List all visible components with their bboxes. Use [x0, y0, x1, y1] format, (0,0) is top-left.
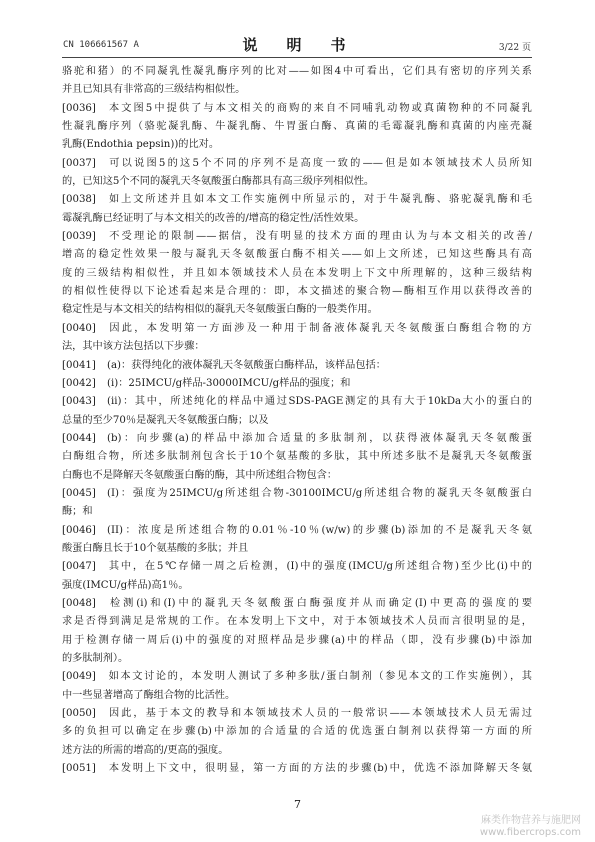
text-line [62, 668, 532, 686]
text-line [62, 485, 532, 503]
document-title: 说 明 书 [242, 36, 353, 54]
text-line [62, 558, 532, 576]
text-line [62, 375, 532, 393]
line-text: 增高的稳定性效果一般与凝乳天冬氨酸蛋白酶不相关——如上文所述，已知这些酶具有高 [62, 249, 532, 261]
text-line [62, 210, 532, 228]
publication-number: CN 106661567 A [63, 40, 139, 50]
paragraph-number: [0036] [62, 102, 96, 114]
line-text: 本文图5中提供了与本文相关的商购的来自不同哺乳动物或真菌物种的不同凝乳 [107, 102, 532, 114]
line-text: 乳酶(Endothia pepsin))的比对。 [62, 139, 220, 151]
line-text: (i)：25IMCU/g样品-30000IMCU/g样品的强度；和 [107, 377, 351, 389]
line-text: 述方法的所需的增高的/更高的强度。 [62, 744, 229, 756]
text-line [62, 357, 532, 375]
text-line [62, 650, 532, 668]
text-line [62, 320, 532, 338]
text-line [62, 595, 532, 613]
text-line [62, 430, 532, 448]
line-text: 如上文所述并且如本文工作实施例中所显示的，对于牛凝乳酶、骆驼凝乳酶和毛 [107, 194, 532, 206]
paragraph-number: [0042] [62, 377, 96, 389]
watermark-url: www.fibercrops.com [479, 827, 581, 838]
paragraph-number: [0050] [62, 708, 96, 720]
text-line [62, 301, 532, 319]
line-text: 度的三级结构相似性，并且如本领域技术人员在本发明上下文中所理解的，这种三级结构 [62, 267, 532, 279]
text-line [62, 63, 532, 81]
paragraph-number: [0046] [62, 524, 96, 536]
line-text: 骆驼和猪）的不同凝乳性凝乳酶序列的比对——如图4中可看出，它们具有密切的序列关系 [62, 66, 532, 77]
paragraph-number: [0051] [62, 763, 96, 775]
text-line [62, 467, 532, 485]
watermark [381, 815, 581, 839]
text-line [62, 760, 532, 778]
text-line [62, 283, 532, 301]
text-line [62, 723, 532, 741]
text-line [62, 687, 532, 705]
text-line [62, 503, 532, 521]
line-text: (ii)：其中，所述纯化的样品中通过SDS-PAGE测定的具有大于10kDa大小的蛋白的 [107, 396, 532, 408]
line-text: 如本文讨论的，本发明人测试了多种多肽/蛋白制剂（参见本文的工作实施例），其 [107, 671, 532, 683]
paragraph-number: [0038] [62, 194, 96, 206]
line-text: 白酶也不是降解天冬氨酸蛋白酶的酶，其中所述组合物包含： [62, 469, 338, 481]
text-line [62, 613, 532, 631]
line-text: 用于检测存储一周后(i)中的强度的对照样品是步骤(a)中的样品（即，没有步骤(b)中添加 [62, 634, 532, 646]
line-text: 因此，本发明第一方面涉及一种用于制备液体凝乳天冬氨酸蛋白酶组合物的方 [107, 322, 532, 334]
line-text: 因此，基于本文的教导和本领域技术人员的一般常识——本领域技术人员无需过 [107, 708, 532, 720]
paragraph-number: [0037] [62, 157, 96, 169]
watermark-site-name: 麻类作物营养与施肥网 [481, 815, 581, 826]
text-line [62, 742, 532, 760]
line-text: 酸蛋白酶且长于10个氨基酸的多肽；并且 [62, 542, 249, 554]
line-text: 中一些显著增高了酶组合物的比活性。 [62, 689, 236, 701]
text-line [62, 338, 532, 356]
line-text: 的，已知这5个不同的凝乳天冬氨酸蛋白酶都具有高三级序列相似性。 [62, 176, 375, 188]
line-text: 白酶组合物，所述多肽制剂包含长于10个氨基酸的多肽，其中所述多肽不是凝乳天冬氨酸蛋 [62, 451, 532, 463]
line-text: 的多肽制剂）。 [62, 653, 129, 664]
paragraph-number: [0043] [62, 396, 96, 408]
text-line [62, 577, 532, 595]
line-text: 检测(i)和(I)中的凝乳天冬氨酸蛋白酶强度并从而确定(I)中更高的强度的要 [107, 597, 532, 609]
line-text: 霉凝乳酶已经证明了与本文相关的改善的/增高的稳定性/活性效果。 [62, 212, 365, 224]
line-text: 求是否得到满足是常规的工作。在本发明上下文中，对于本领域技术人员而言很明显的是， [62, 616, 532, 628]
line-text: 本发明上下文中，很明显，第一方面的方法的步骤(b)中，优选不添加降解天冬氨 [107, 763, 532, 775]
line-text: 的相似性使得以下论述看起来是合理的：即，本文描述的聚合物—酶相互作用以获得改善的 [62, 286, 532, 298]
paragraph-number: [0040] [62, 322, 96, 334]
paragraph-number: [0045] [62, 487, 96, 499]
text-line [62, 522, 532, 540]
line-text: (I)：强度为25IMCU/g所述组合物-30100IMCU/g所述组合物的凝乳天冬氨酸蛋白 [107, 487, 532, 499]
text-line [62, 705, 532, 723]
line-text: 强度(IMCU/g样品)高1％。 [62, 579, 189, 591]
text-line [62, 173, 532, 191]
text-line [62, 246, 532, 264]
paragraph-number: [0044] [62, 432, 96, 444]
line-text: 总量的至少70％是凝乳天冬氨酸蛋白酶；以及 [62, 414, 269, 426]
text-line [62, 632, 532, 650]
text-line [62, 448, 532, 466]
page-number: 7 [294, 798, 301, 811]
line-text: 性凝乳酶序列（骆驼凝乳酶、牛凝乳酶、牛胃蛋白酶、真菌的毛霉凝乳酶和真菌的内座壳凝 [62, 121, 532, 133]
text-line [62, 540, 532, 558]
line-text: 酶；和 [62, 506, 93, 518]
line-text: 稳定性是与本文相关的结构相似的凝乳天冬氨酸蛋白酶的一般类作用。 [62, 304, 378, 316]
line-text: (a)：获得纯化的液体凝乳天冬氨酸蛋白酶样品，该样品包括： [107, 359, 386, 371]
paragraph-number: [0041] [62, 359, 96, 371]
paragraph-number: [0047] [62, 561, 96, 573]
text-line [62, 228, 532, 246]
text-line [62, 393, 532, 411]
paragraph-number: [0039] [62, 231, 96, 243]
text-line [62, 412, 532, 430]
paragraph-number: [0048] [62, 597, 96, 609]
header-rule [62, 57, 532, 58]
line-text: (b)：向步骤(a)的样品中添加合适量的多肽制剂，以获得液体凝乳天冬氨酸蛋 [107, 432, 532, 444]
text-line [62, 191, 532, 209]
text-line [62, 100, 532, 118]
line-text: 其中，在5℃存储一周之后检测，(I)中的强度(IMCU/g所述组合物)至少比(i)中的 [107, 561, 532, 573]
line-text: 法，其中该方法包括以下步骤： [62, 341, 205, 353]
line-text: 多的负担可以确定在步骤(b)中添加的合适量的合适的优选蛋白制剂以获得第一方面的所 [62, 726, 532, 738]
text-line [62, 136, 532, 154]
text-line [62, 155, 532, 173]
page-header [0, 0, 595, 60]
document-body [62, 63, 532, 778]
line-text: 不受理论的限制——据信，没有明显的技术方面的理由认为与本文相关的改善/ [107, 231, 532, 243]
page-indicator: 3/22 页 [498, 43, 531, 53]
text-line [62, 118, 532, 136]
paragraph-number: [0049] [62, 671, 96, 683]
line-text: 可以说图5的这5个不同的序列不是高度一致的——但是如本领域技术人员所知 [107, 157, 532, 169]
line-text: 并且已知具有非常高的三级结构相似性。 [62, 84, 246, 96]
line-text: (II)：浓度是所述组合物的0.01％-10％(w/w)的步骤(b)添加的不是凝乳天冬氨 [107, 524, 532, 536]
text-line [62, 81, 532, 99]
text-line [62, 265, 532, 283]
